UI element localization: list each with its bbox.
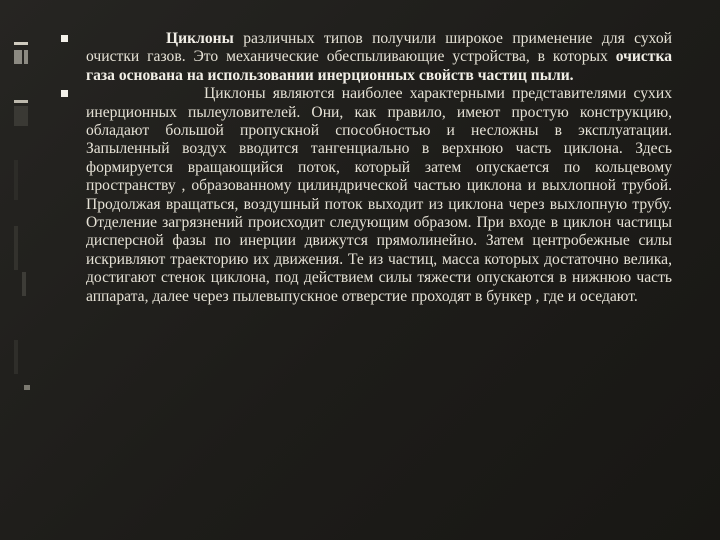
decor-bar	[14, 50, 22, 64]
decor-bar	[14, 100, 28, 103]
paragraph-1	[86, 30, 672, 85]
bullet-square-icon	[61, 35, 68, 42]
decor-bar	[14, 340, 18, 374]
decor-bar	[14, 160, 18, 200]
decor-bar	[14, 226, 18, 270]
decor-bar	[24, 50, 28, 64]
bullet-square-icon	[61, 90, 68, 97]
paragraph-2	[86, 85, 672, 306]
decor-bar	[14, 106, 28, 126]
decorative-bars	[14, 40, 32, 440]
decor-bar	[22, 272, 26, 296]
paragraph-1-bold-tail: очистка газа основана на использовании инерционных свойств частиц пыли.	[86, 48, 672, 84]
decor-bar	[24, 385, 30, 390]
decor-bar	[14, 42, 28, 45]
paragraph-2-text: Циклоны являются наиболее характерными представителями сухих инерционных пылеуловителей. Они, как правило, имеют простую конструкцию, обладают большой пропускной способностью и несложны в эксплуатации. Запыленный воздух вводится тангенциально в верхнюю часть циклона. Здесь формируется вращающийся поток, который затем опускается по кольцевому пространству , образованному цилиндрической частью циклона и выхлопной трубой. Продолжая вращаться, воздушный поток выходит из циклона через выхлопную трубу. Отделение загрязнений происходит следующим образом. При входе в циклон частицы дисперсной фазы по инерции движутся прямолинейно. Затем центробежные силы искривляют траекторию их движения. Те из частиц, масса которых достаточно велика, достигают стенок циклона, под действием силы тяжести опускаются в нижнюю часть аппарата, далее через пылевыпускное отверстие проходят в бункер , где и оседают.	[86, 85, 672, 305]
term-cyclones: Циклоны	[166, 30, 234, 47]
paragraph-1-text: различных типов получили широкое применение для сухой очистки газов. Это механические обеспыливающие устройства, в которых	[86, 30, 672, 66]
text-content	[86, 30, 672, 306]
